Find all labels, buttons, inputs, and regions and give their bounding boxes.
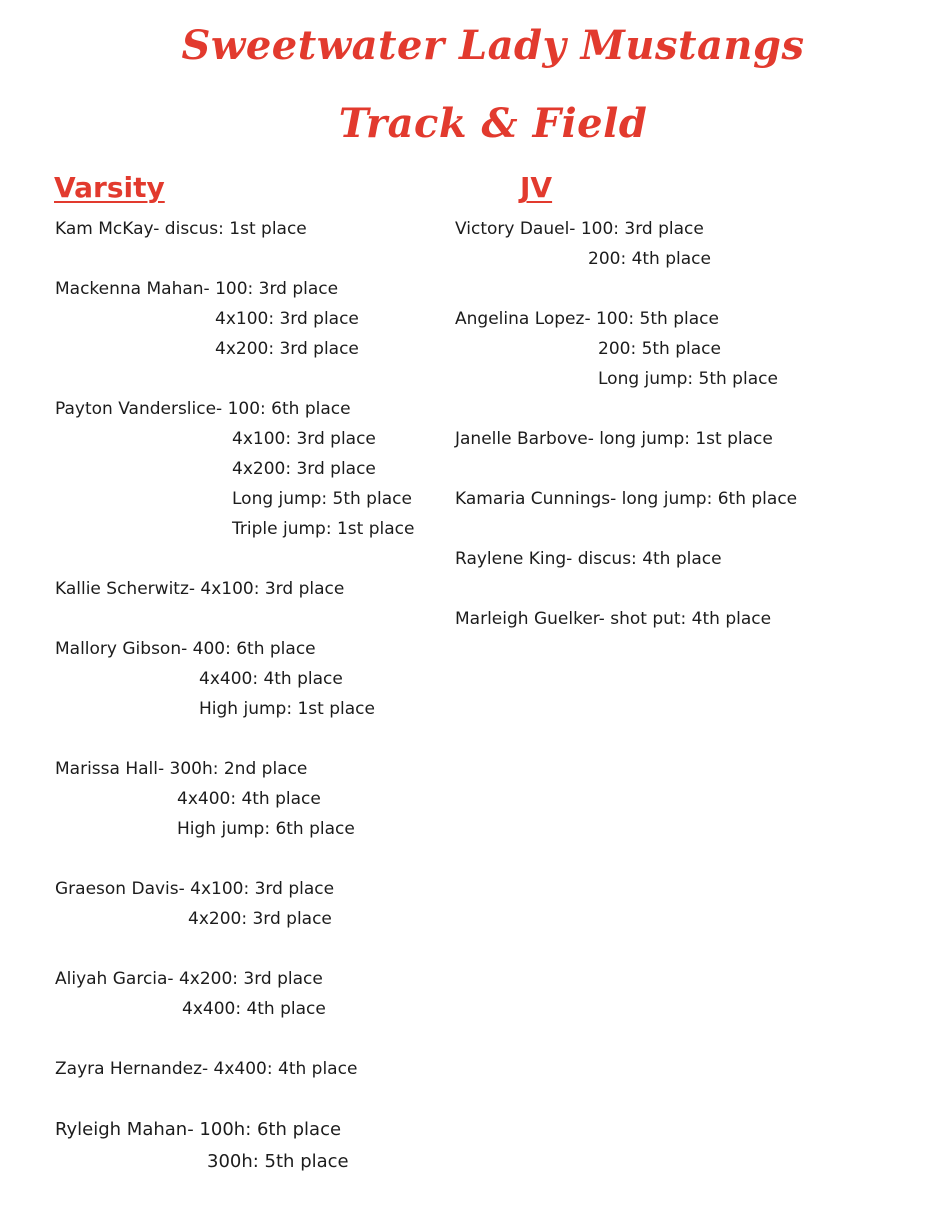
additional-result-line: Long jump: 5th place: [232, 489, 412, 509]
athlete-result-line: Victory Dauel- 100: 3rd place: [455, 219, 704, 239]
jv-heading: JV: [520, 171, 553, 204]
jv-athlete-entry: [455, 304, 915, 394]
jv-athlete-entry: [455, 424, 915, 454]
jv-results-list: [455, 214, 915, 664]
page-title: Sweetwater Lady Mustangs: [181, 22, 805, 69]
additional-result-line: 4x200: 3rd place: [215, 339, 359, 359]
varsity-athlete-entry: [55, 754, 475, 844]
varsity-athlete-entry: [55, 574, 475, 604]
athlete-result-line: Marleigh Guelker- shot put: 4th place: [455, 609, 772, 629]
athlete-result-line: Janelle Barbove- long jump: 1st place: [455, 429, 773, 449]
varsity-athlete-entry: [55, 964, 475, 1024]
additional-result-line: High jump: 1st place: [199, 699, 375, 719]
additional-result-line: 200: 5th place: [598, 339, 721, 359]
additional-result-line: Long jump: 5th place: [598, 369, 778, 389]
athlete-result-line: Mallory Gibson- 400: 6th place: [55, 639, 316, 659]
athlete-result-line: Kam McKay- discus: 1st place: [55, 219, 307, 239]
varsity-athlete-entry: [55, 214, 475, 244]
athlete-result-line: Ryleigh Mahan- 100h: 6th place: [55, 1119, 342, 1140]
athlete-result-line: Marissa Hall- 300h: 2nd place: [55, 759, 308, 779]
athlete-result-line: Mackenna Mahan- 100: 3rd place: [55, 279, 339, 299]
additional-result-line: High jump: 6th place: [177, 819, 355, 839]
page-subtitle: Track & Field: [338, 100, 648, 147]
varsity-athlete-entry: [55, 394, 475, 544]
athlete-result-line: Raylene King- discus: 4th place: [455, 549, 722, 569]
jv-athlete-entry: [455, 544, 915, 574]
athlete-result-line: Payton Vanderslice- 100: 6th place: [55, 399, 351, 419]
additional-result-line: 4x400: 4th place: [177, 789, 321, 809]
additional-result-line: 300h: 5th place: [207, 1151, 349, 1172]
additional-result-line: 4x200: 3rd place: [232, 459, 376, 479]
jv-athlete-entry: [455, 484, 915, 514]
athlete-result-line: Kamaria Cunnings- long jump: 6th place: [455, 489, 798, 509]
varsity-results-list: [55, 214, 475, 1208]
varsity-athlete-entry: [55, 634, 475, 724]
additional-result-line: 200: 4th place: [588, 249, 711, 269]
additional-result-line: 4x100: 3rd place: [232, 429, 376, 449]
athlete-result-line: Kallie Scherwitz- 4x100: 3rd place: [55, 579, 345, 599]
varsity-heading: Varsity: [54, 171, 165, 204]
athlete-result-line: Zayra Hernandez- 4x400: 4th place: [55, 1059, 358, 1079]
athlete-result-line: Aliyah Garcia- 4x200: 3rd place: [55, 969, 323, 989]
additional-result-line: 4x100: 3rd place: [215, 309, 359, 329]
varsity-athlete-entry: [55, 274, 475, 364]
additional-result-line: 4x400: 4th place: [199, 669, 343, 689]
additional-result-line: 4x200: 3rd place: [188, 909, 332, 929]
jv-athlete-entry: [455, 604, 915, 634]
athlete-result-line: Graeson Davis- 4x100: 3rd place: [55, 879, 335, 899]
athlete-result-line: Angelina Lopez- 100: 5th place: [455, 309, 719, 329]
jv-athlete-entry: [455, 214, 915, 274]
additional-result-line: Triple jump: 1st place: [232, 519, 415, 539]
varsity-athlete-entry: [55, 1114, 475, 1178]
varsity-athlete-entry: [55, 874, 475, 934]
varsity-athlete-entry: [55, 1054, 475, 1084]
additional-result-line: 4x400: 4th place: [182, 999, 326, 1019]
